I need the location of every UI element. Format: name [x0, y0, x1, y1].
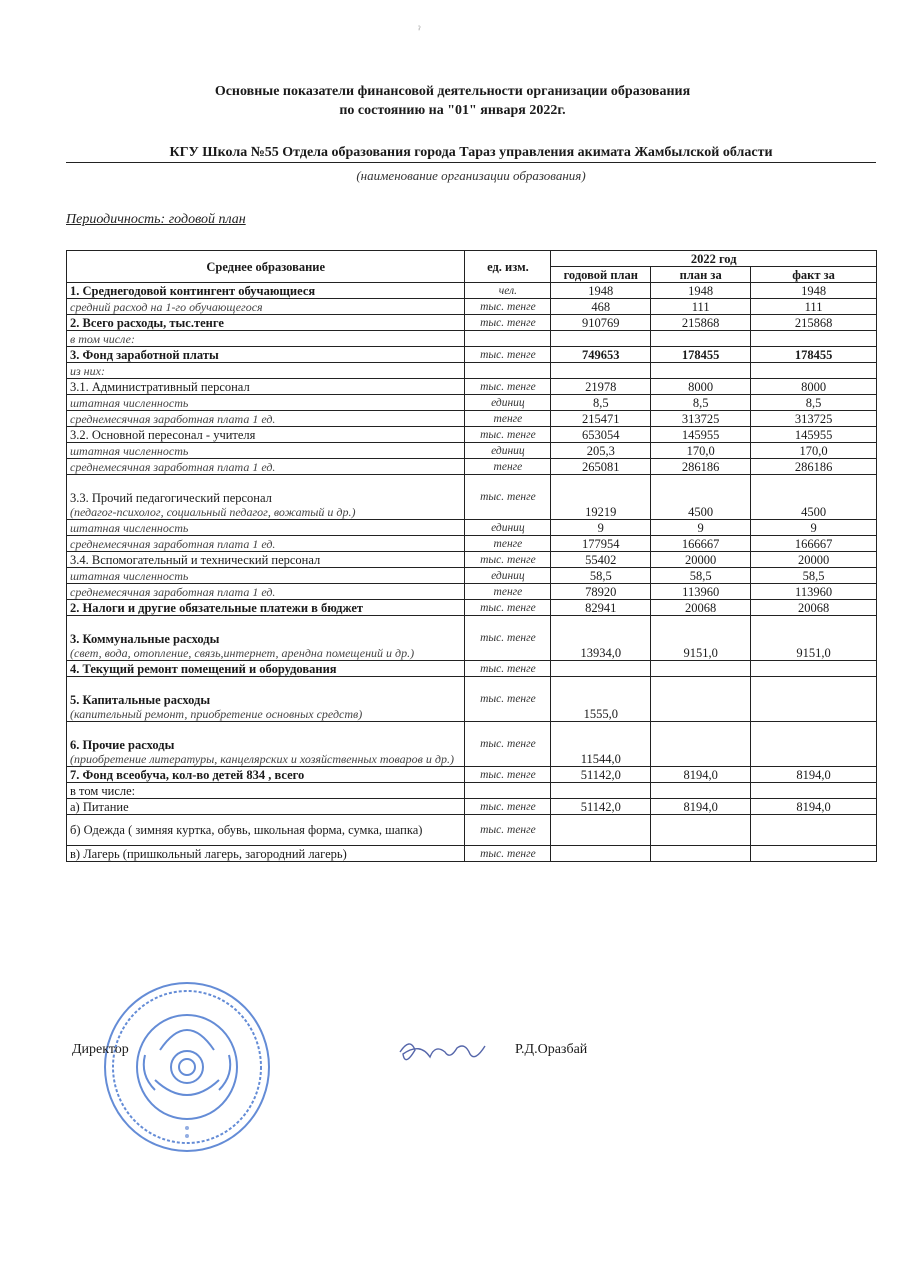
value-annual-plan: 51142,0 — [551, 767, 651, 783]
value-fact-for: 9151,0 — [751, 616, 877, 661]
value-plan-for — [651, 722, 751, 767]
row-unit: тыс. тенге — [465, 799, 551, 815]
row-unit — [465, 783, 551, 799]
table-row — [67, 459, 877, 475]
header-year: 2022 год — [551, 251, 877, 267]
table-row — [67, 347, 877, 363]
row-label-note: (капительный ремонт, приобретение основных средств) — [70, 707, 363, 721]
value-fact-for — [751, 661, 877, 677]
row-unit: тыс. тенге — [465, 661, 551, 677]
row-unit: единиц — [465, 568, 551, 584]
table-row — [67, 722, 877, 767]
row-unit: тыс. тенге — [465, 600, 551, 616]
value-fact-for: 111 — [751, 299, 877, 315]
row-label: штатная численность — [67, 395, 465, 411]
table-row — [67, 299, 877, 315]
value-annual-plan: 55402 — [551, 552, 651, 568]
table-row — [67, 568, 877, 584]
row-label: штатная численность — [67, 568, 465, 584]
table-row — [67, 661, 877, 677]
value-annual-plan: 8,5 — [551, 395, 651, 411]
header-section: Среднее образование — [67, 251, 465, 283]
row-unit: тенге — [465, 536, 551, 552]
value-annual-plan: 58,5 — [551, 568, 651, 584]
value-annual-plan: 19219 — [551, 475, 651, 520]
row-label: в том числе: — [67, 331, 465, 347]
financial-table — [66, 250, 877, 862]
table-row — [67, 846, 877, 862]
value-plan-for — [651, 677, 751, 722]
row-unit: тенге — [465, 411, 551, 427]
value-annual-plan — [551, 846, 651, 862]
value-fact-for: 8,5 — [751, 395, 877, 411]
value-plan-for — [651, 783, 751, 799]
row-unit: тыс. тенге — [465, 815, 551, 846]
row-unit: тыс. тенге — [465, 315, 551, 331]
value-plan-for: 286186 — [651, 459, 751, 475]
value-plan-for: 4500 — [651, 475, 751, 520]
value-plan-for: 215868 — [651, 315, 751, 331]
value-annual-plan: 82941 — [551, 600, 651, 616]
row-label: 1. Среднегодовой контингент обучающиеся — [67, 283, 465, 299]
row-label: среднемесячная заработная плата 1 ед. — [67, 459, 465, 475]
value-fact-for — [751, 677, 877, 722]
row-unit: тыс. тенге — [465, 427, 551, 443]
header-unit: ед. изм. — [465, 251, 551, 283]
table-row — [67, 767, 877, 783]
director-label: Директор — [72, 1042, 129, 1057]
stamp-inner-ring — [113, 991, 261, 1143]
value-annual-plan — [551, 815, 651, 846]
row-unit: тенге — [465, 584, 551, 600]
table-row — [67, 584, 877, 600]
row-unit: тыс. тенге — [465, 846, 551, 862]
value-annual-plan — [551, 331, 651, 347]
value-plan-for: 313725 — [651, 411, 751, 427]
header-annual-plan: годовой план — [551, 267, 651, 283]
value-fact-for: 8194,0 — [751, 799, 877, 815]
value-fact-for: 8194,0 — [751, 767, 877, 783]
value-fact-for: 166667 — [751, 536, 877, 552]
table-row — [67, 283, 877, 299]
value-plan-for: 8000 — [651, 379, 751, 395]
value-fact-for: 9 — [751, 520, 877, 536]
value-fact-for: 170,0 — [751, 443, 877, 459]
value-annual-plan: 78920 — [551, 584, 651, 600]
row-label — [67, 616, 465, 661]
row-label: б) Одежда ( зимняя куртка, обувь, школьная форма, сумка, шапка) — [67, 815, 465, 846]
value-annual-plan — [551, 783, 651, 799]
row-label: средний расход на 1-го обучающегося — [67, 299, 465, 315]
table-row — [67, 411, 877, 427]
value-annual-plan: 468 — [551, 299, 651, 315]
row-label: 7. Фонд всеобуча, кол-во детей 834 , всего — [67, 767, 465, 783]
row-label: штатная численность — [67, 443, 465, 459]
periodicity: Периодичность: годовой план — [66, 212, 246, 227]
value-plan-for — [651, 331, 751, 347]
row-unit: тыс. тенге — [465, 299, 551, 315]
stamp-emblem-rays — [160, 1030, 214, 1050]
row-label — [67, 475, 465, 520]
table-row — [67, 536, 877, 552]
row-label-main: 5. Капитальные расходы — [70, 693, 211, 707]
value-fact-for: 4500 — [751, 475, 877, 520]
table-row — [67, 443, 877, 459]
value-plan-for: 8,5 — [651, 395, 751, 411]
value-fact-for: 215868 — [751, 315, 877, 331]
row-label: а) Питание — [67, 799, 465, 815]
row-label: среднемесячная заработная плата 1 ед. — [67, 411, 465, 427]
value-fact-for: 20000 — [751, 552, 877, 568]
value-annual-plan: 21978 — [551, 379, 651, 395]
table-row — [67, 520, 877, 536]
row-label: в) Лагерь (пришкольный лагерь, загородний лагерь) — [67, 846, 465, 862]
row-label: 3.2. Основной пересонал - учителя — [67, 427, 465, 443]
row-label: в том числе: — [67, 783, 465, 799]
value-plan-for — [651, 661, 751, 677]
row-unit: тыс. тенге — [465, 767, 551, 783]
value-plan-for: 113960 — [651, 584, 751, 600]
row-label-main: 3. Коммунальные расходы — [70, 632, 220, 646]
row-label-note: (приобретение литературы, канцелярских и хозяйственных товаров и др.) — [70, 752, 454, 766]
organization-caption: (наименование организации образования) — [356, 168, 586, 183]
official-stamp — [100, 980, 275, 1155]
value-plan-for: 8194,0 — [651, 767, 751, 783]
header-plan-for: план за — [651, 267, 751, 283]
value-plan-for: 8194,0 — [651, 799, 751, 815]
value-fact-for: 145955 — [751, 427, 877, 443]
row-label — [67, 677, 465, 722]
row-unit: тыс. тенге — [465, 722, 551, 767]
row-label-note: (педагог-психолог, социальный педагог, вожатый и др.) — [70, 505, 356, 519]
value-annual-plan: 177954 — [551, 536, 651, 552]
value-annual-plan: 215471 — [551, 411, 651, 427]
row-label: из них: — [67, 363, 465, 379]
row-unit: тыс. тенге — [465, 616, 551, 661]
value-fact-for: 286186 — [751, 459, 877, 475]
value-plan-for — [651, 815, 751, 846]
value-annual-plan: 1948 — [551, 283, 651, 299]
value-plan-for: 170,0 — [651, 443, 751, 459]
table-row — [67, 616, 877, 661]
value-plan-for: 58,5 — [651, 568, 751, 584]
row-label: среднемесячная заработная плата 1 ед. — [67, 584, 465, 600]
row-unit: тыс. тенге — [465, 347, 551, 363]
table-row — [67, 799, 877, 815]
row-unit: тыс. тенге — [465, 677, 551, 722]
row-unit — [465, 363, 551, 379]
value-fact-for — [751, 722, 877, 767]
stamp-emblem-center — [171, 1051, 203, 1083]
row-label: 3.1. Административный персонал — [67, 379, 465, 395]
value-fact-for: 1948 — [751, 283, 877, 299]
value-fact-for: 58,5 — [751, 568, 877, 584]
value-annual-plan: 51142,0 — [551, 799, 651, 815]
row-label: 3. Фонд заработной платы — [67, 347, 465, 363]
value-fact-for — [751, 846, 877, 862]
row-label: 4. Текущий ремонт помещений и оборудования — [67, 661, 465, 677]
table-row — [67, 815, 877, 846]
table-row — [67, 363, 877, 379]
value-annual-plan: 1555,0 — [551, 677, 651, 722]
value-annual-plan: 910769 — [551, 315, 651, 331]
row-label: 3.4. Вспомогательный и технический персонал — [67, 552, 465, 568]
value-plan-for: 20068 — [651, 600, 751, 616]
row-unit: тыс. тенге — [465, 379, 551, 395]
table-row — [67, 427, 877, 443]
value-plan-for: 166667 — [651, 536, 751, 552]
value-annual-plan — [551, 363, 651, 379]
table-row — [67, 475, 877, 520]
row-unit: тыс. тенге — [465, 475, 551, 520]
row-label — [67, 722, 465, 767]
value-plan-for: 1948 — [651, 283, 751, 299]
table-row — [67, 379, 877, 395]
row-label: среднемесячная заработная плата 1 ед. — [67, 536, 465, 552]
value-fact-for — [751, 363, 877, 379]
value-plan-for — [651, 363, 751, 379]
value-fact-for: 113960 — [751, 584, 877, 600]
value-fact-for: 313725 — [751, 411, 877, 427]
document-title: Основные показатели финансовой деятельности организации образования — [214, 84, 691, 99]
row-label: 2. Всего расходы, тыс.тенге — [67, 315, 465, 331]
value-fact-for — [751, 331, 877, 347]
value-annual-plan: 749653 — [551, 347, 651, 363]
row-label-note: (свет, вода, отопление, связь,интернет, арендна помещений и др.) — [70, 646, 415, 660]
value-fact-for — [751, 815, 877, 846]
value-plan-for: 111 — [651, 299, 751, 315]
director-name: Р.Д.Оразбай — [515, 1042, 588, 1057]
value-fact-for: 8000 — [751, 379, 877, 395]
organization-name: КГУ Школа №55 Отдела образования города Тараз управления акимата Жамбылской области — [66, 145, 876, 163]
table-row — [67, 395, 877, 411]
value-plan-for: 9 — [651, 520, 751, 536]
scan-mark: ˀ — [418, 25, 421, 36]
row-label: штатная численность — [67, 520, 465, 536]
table-row — [67, 783, 877, 799]
table-row — [67, 677, 877, 722]
row-unit: единиц — [465, 395, 551, 411]
value-fact-for: 178455 — [751, 347, 877, 363]
value-annual-plan: 11544,0 — [551, 722, 651, 767]
row-unit — [465, 331, 551, 347]
row-label-main: 3.3. Прочий педагогический персонал — [70, 491, 272, 505]
row-label-main: 6. Прочие расходы — [70, 738, 175, 752]
row-unit: единиц — [465, 443, 551, 459]
value-fact-for: 20068 — [751, 600, 877, 616]
header-fact-for: факт за — [751, 267, 877, 283]
document-date: по состоянию на "01" января 2022г. — [339, 103, 566, 118]
stamp-outer-ring — [105, 983, 269, 1151]
value-plan-for — [651, 846, 751, 862]
table-row — [67, 331, 877, 347]
value-plan-for: 178455 — [651, 347, 751, 363]
value-plan-for: 20000 — [651, 552, 751, 568]
table-row — [67, 315, 877, 331]
value-annual-plan: 653054 — [551, 427, 651, 443]
value-fact-for — [751, 783, 877, 799]
row-label: 2. Налоги и другие обязательные платежи в бюджет — [67, 600, 465, 616]
row-unit: единиц — [465, 520, 551, 536]
row-unit: тенге — [465, 459, 551, 475]
row-unit: чел. — [465, 283, 551, 299]
table-row — [67, 552, 877, 568]
value-annual-plan: 205,3 — [551, 443, 651, 459]
value-annual-plan — [551, 661, 651, 677]
value-plan-for: 145955 — [651, 427, 751, 443]
value-annual-plan: 265081 — [551, 459, 651, 475]
value-annual-plan: 9 — [551, 520, 651, 536]
table-row — [67, 600, 877, 616]
row-unit: тыс. тенге — [465, 552, 551, 568]
value-annual-plan: 13934,0 — [551, 616, 651, 661]
signature — [395, 1032, 505, 1072]
value-plan-for: 9151,0 — [651, 616, 751, 661]
